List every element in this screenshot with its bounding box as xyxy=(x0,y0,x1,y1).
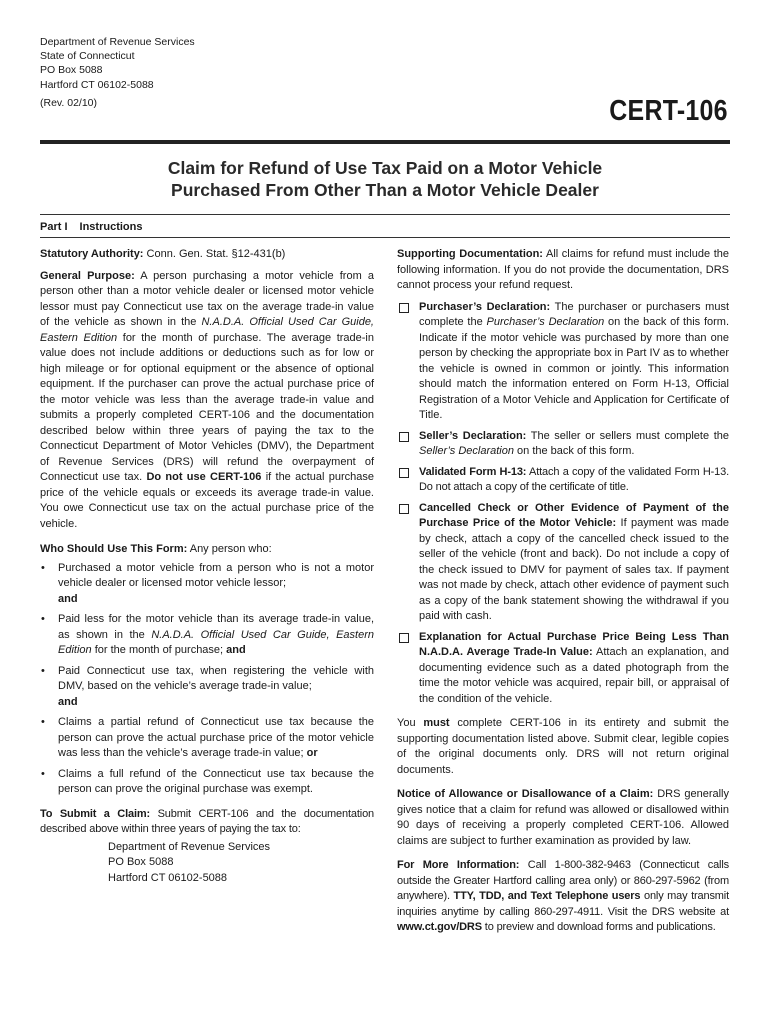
form-title-line1: Claim for Refund of Use Tax Paid on a Motor Vehicle xyxy=(167,158,603,178)
form-title xyxy=(40,157,730,201)
address-line: Hartford CT 06102-5088 xyxy=(40,78,154,91)
doc-checkbox-item: Explanation for Actual Purchase Price Being Less Than N.A.D.A. Average Trade-In Value: Attach an explanation, and documenting evidence such as a dated photograph from the time the motor vehicle was acquired, repair bill, or appraisal of the condition of the vehicle. xyxy=(397,630,729,708)
address-line: Hartford CT 06102-5088 xyxy=(108,871,228,884)
form-number: CERT-106 xyxy=(609,95,728,127)
address-line: State of Connecticut xyxy=(40,50,135,63)
address-line: PO Box 5088 xyxy=(108,856,174,868)
part-name: Instructions xyxy=(79,221,143,233)
eligibility-bullet: • Claims a full refund of the Connecticut use tax because the person can prove the original purchase was exempt. xyxy=(41,767,374,795)
checkbox-icon xyxy=(399,633,409,643)
address-line: Department of Revenue Services xyxy=(108,840,271,853)
who-should-use: Who Should Use This Form: Any person who: xyxy=(40,543,272,555)
statutory-authority: Statutory Authority: Conn. Gen. Stat. §12-431(b) xyxy=(40,248,286,260)
eligibility-bullet: • Paid less for the motor vehicle than its average trade-in value, as shown in the N.A.D.A. Official Used Car Guide, Eastern Edition for the month of purchase; and xyxy=(41,613,374,656)
more-information: For More Information: Call 1-800-382-9463 (Connecticut calls outside the Greater Hartford calling area only) or 860-297-5962 (from anywhere). TTY, TDD, and Text Telephone users only may transmit inquiries anytime by calling 860-297-4911. Visit the DRS website at www.ct.gov/DRS to preview and download forms and publications. xyxy=(397,859,730,933)
form-title-line2: Purchased From Other Than a Motor Vehicle Dealer xyxy=(171,180,599,200)
part-heading xyxy=(40,221,154,233)
supporting-documentation: Supporting Documentation: All claims for refund must include the following information. If you do not provide the documentation, DRS cannot process your refund request. xyxy=(397,248,729,291)
revision-date: (Rev. 02/10) xyxy=(40,97,97,109)
doc-checkbox-item: Seller’s Declaration: The seller or sellers must complete the Seller’s Declaration on the back of this form. xyxy=(397,429,729,460)
agency-address xyxy=(40,35,195,92)
right-column xyxy=(397,247,729,942)
doc-checkbox-item: Cancelled Check or Other Evidence of Payment of the Purchase Price of the Motor Vehicle: If payment was made by check, attach a copy of the cancelled check issued to the seller of the vehicle (front and back). Do not include a copy of the check issued to DMV for payment of sales tax. If payment was not made by check, attach other evidence of payment such as a copy of the bank statement showing the withdrawal if you paid with cash. xyxy=(397,501,729,625)
mailing-address xyxy=(108,840,374,887)
address-line: PO Box 5088 xyxy=(40,64,103,77)
checkbox-icon xyxy=(399,504,409,514)
general-purpose: General Purpose: A person purchasing a motor vehicle from a person other than a motor vehicle dealer or licensed motor vehicle lessor must pay Connecticut use tax on the average trade-in value of the vehicle as shown in the N.A.D.A. Official Used Car Guide, Eastern Edition for the month of purchase. The average trade-in value does not include additions or deductions such as for low or high mileage or for optional equipment or the absence of optional equipment. If the purchaser can prove the actual purchase price of the motor vehicle was less than the average trade-in value and submits a properly completed CERT-106 and the documentation described below within three years of paying the tax to the Connecticut Department of Motor Vehicles (DMV), the Department of Revenue Services (DRS) will refund the overpayment of Connecticut use tax. Do not use CERT-106 if the actual purchase price of the vehicle equals or exceeds its average trade-in value. You owe Connecticut use tax on the actual purchase price of the vehicle. xyxy=(40,269,374,530)
checkbox-icon xyxy=(399,303,409,313)
eligibility-bullet: • Paid Connecticut use tax, when registering the vehicle with DMV, based on the vehicle’s average trade-in value; and xyxy=(41,664,374,708)
section-rule-top xyxy=(40,214,730,215)
eligibility-bullet: • Claims a partial refund of Connecticut use tax because the person can prove the actual purchase price of the motor vehicle was less than the vehicle’s average trade-in value; or xyxy=(41,716,374,759)
section-rule-bottom xyxy=(40,237,730,238)
header-rule xyxy=(40,140,730,144)
notice-of-allowance: Notice of Allowance or Disallowance of a Claim: DRS generally gives notice that a claim for refund was allowed or disallowed within 90 days of receiving a properly completed CERT-106. Allowed claims are subject to further examination as provided by law. xyxy=(397,788,729,847)
must-complete: You must complete CERT-106 in its entirety and submit the supporting documentation listed above. Submit clear, legible copies of the original documents only. DRS will not return original documents. xyxy=(397,717,729,776)
checkbox-icon xyxy=(399,432,409,442)
part-label: Part I xyxy=(40,221,68,233)
eligibility-bullet: • Purchased a motor vehicle from a person who is not a motor vehicle dealer or licensed motor vehicle lessor; and xyxy=(41,561,374,605)
left-column xyxy=(40,247,374,886)
submit-claim: To Submit a Claim: Submit CERT-106 and the documentation described above within three years of paying the tax to: xyxy=(40,807,375,835)
checkbox-icon xyxy=(399,468,409,478)
doc-checkbox-item: Validated Form H-13: Attach a copy of the validated Form H-13. Do not attach a copy of the certificate of title. xyxy=(397,465,729,496)
doc-checkbox-item: Purchaser’s Declaration: The purchaser or purchasers must complete the Purchaser’s Declaration on the back of this form. Indicate if the motor vehicle was purchased by more than one person by checking the appropriate box in Part IV as to whether the vehicle is owned in common or jointly. This information should match the information entered on Form H-13, Official Registration of a Motor Vehicle and Application for Certificate of Title. xyxy=(397,300,729,424)
address-line: Department of Revenue Services xyxy=(40,36,195,48)
